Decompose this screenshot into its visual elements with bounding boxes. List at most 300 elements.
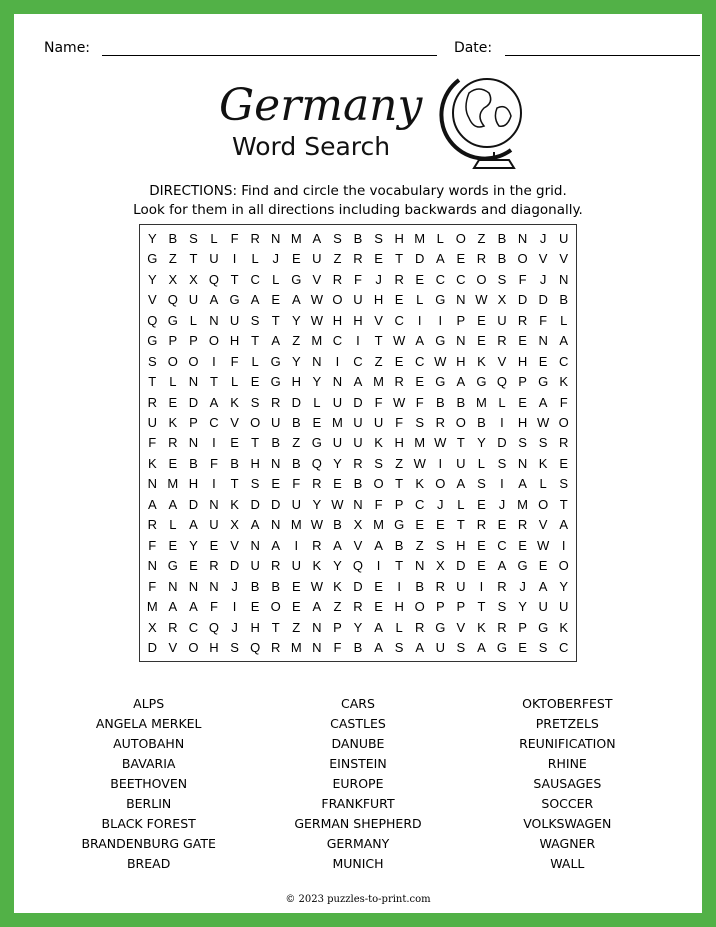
grid-letter[interactable]: I xyxy=(212,353,216,369)
grid-letter[interactable]: B xyxy=(435,394,445,410)
grid-letter[interactable]: L xyxy=(560,312,568,328)
grid-letter[interactable]: U xyxy=(559,230,569,246)
grid-letter[interactable]: R xyxy=(497,333,507,349)
grid-letter[interactable]: T xyxy=(374,333,383,349)
grid-letter[interactable]: H xyxy=(394,230,404,246)
grid-letter[interactable]: I xyxy=(232,599,237,615)
grid-letter[interactable]: Z xyxy=(477,230,486,246)
grid-letter[interactable]: S xyxy=(559,476,569,492)
grid-letter[interactable]: L xyxy=(457,496,465,512)
grid-letter[interactable]: W xyxy=(392,394,406,410)
grid-letter[interactable]: Y xyxy=(333,558,342,574)
grid-letter[interactable]: A xyxy=(209,292,219,308)
grid-letter[interactable]: U xyxy=(456,578,466,594)
grid-letter[interactable]: Y xyxy=(312,374,322,390)
grid-letter[interactable]: E xyxy=(518,333,527,349)
grid-letter[interactable]: I xyxy=(376,558,381,574)
grid-letter[interactable]: C xyxy=(394,312,404,328)
grid-letter[interactable]: S xyxy=(333,230,342,246)
grid-letter[interactable]: B xyxy=(291,415,301,431)
grid-letter[interactable]: Y xyxy=(333,455,342,471)
grid-letter[interactable]: E xyxy=(250,374,260,390)
grid-letter[interactable]: I xyxy=(212,476,216,492)
grid-letter[interactable]: A xyxy=(374,537,383,553)
grid-letter[interactable]: N xyxy=(559,271,569,287)
grid-letter[interactable]: F xyxy=(230,353,239,369)
grid-letter[interactable]: V xyxy=(230,537,239,553)
grid-letter[interactable]: Q xyxy=(167,292,178,308)
grid-letter[interactable]: J xyxy=(539,271,547,287)
grid-letter[interactable]: R xyxy=(517,517,528,533)
grid-letter[interactable]: A xyxy=(291,292,301,308)
grid-letter[interactable]: K xyxy=(312,558,322,574)
grid-letter[interactable]: R xyxy=(250,230,260,246)
grid-letter[interactable]: W xyxy=(413,455,426,471)
grid-letter[interactable]: V xyxy=(353,537,363,553)
grid-letter[interactable]: A xyxy=(497,558,507,574)
grid-letter[interactable]: D xyxy=(353,578,363,594)
grid-letter[interactable]: S xyxy=(497,455,507,471)
grid-letter[interactable]: O xyxy=(435,476,446,492)
grid-letter[interactable]: A xyxy=(538,394,548,410)
grid-letter[interactable]: D xyxy=(188,394,199,410)
grid-letter[interactable]: D xyxy=(353,394,363,410)
grid-letter[interactable]: O xyxy=(455,415,466,431)
grid-letter[interactable]: I xyxy=(232,251,237,267)
grid-letter[interactable]: L xyxy=(251,251,259,267)
grid-letter[interactable]: O xyxy=(373,476,384,492)
grid-letter[interactable]: H xyxy=(250,619,260,635)
grid-letter[interactable]: P xyxy=(189,333,198,349)
grid-letter[interactable]: U xyxy=(373,415,384,431)
grid-letter[interactable]: R xyxy=(517,312,528,328)
grid-letter[interactable]: E xyxy=(415,271,425,287)
grid-letter[interactable]: B xyxy=(394,537,404,553)
grid-letter[interactable]: C xyxy=(209,415,219,431)
grid-letter[interactable]: N xyxy=(517,230,528,246)
grid-letter[interactable]: A xyxy=(559,333,569,349)
grid-letter[interactable]: W xyxy=(434,435,447,451)
grid-letter[interactable]: E xyxy=(374,251,383,267)
grid-letter[interactable]: T xyxy=(148,374,157,390)
grid-letter[interactable]: P xyxy=(456,599,466,615)
grid-letter[interactable]: S xyxy=(394,640,404,656)
grid-letter[interactable]: A xyxy=(271,537,281,553)
grid-letter[interactable]: E xyxy=(518,537,527,553)
grid-letter[interactable]: F xyxy=(354,271,362,287)
grid-letter[interactable]: J xyxy=(231,619,238,635)
grid-letter[interactable]: L xyxy=(436,230,444,246)
grid-letter[interactable]: H xyxy=(456,537,466,553)
grid-letter[interactable]: T xyxy=(210,374,218,390)
grid-letter[interactable]: Q xyxy=(496,374,508,390)
grid-letter[interactable]: S xyxy=(518,435,527,451)
grid-letter[interactable]: J xyxy=(519,578,526,594)
grid-letter[interactable]: E xyxy=(209,537,219,553)
grid-letter[interactable]: N xyxy=(147,558,157,574)
grid-letter[interactable]: A xyxy=(353,374,363,390)
grid-letter[interactable]: G xyxy=(476,374,487,390)
grid-letter[interactable]: W xyxy=(310,578,323,594)
grid-letter[interactable]: L xyxy=(230,374,239,390)
grid-letter[interactable]: N xyxy=(209,496,219,512)
grid-letter[interactable]: B xyxy=(477,415,486,431)
grid-letter[interactable]: W xyxy=(310,312,323,328)
grid-letter[interactable]: H xyxy=(332,312,343,328)
grid-letter[interactable]: O xyxy=(167,353,178,369)
grid-letter[interactable]: K xyxy=(559,374,569,390)
grid-letter[interactable]: E xyxy=(394,292,404,308)
grid-letter[interactable]: H xyxy=(394,599,404,615)
grid-letter[interactable]: R xyxy=(497,578,507,594)
grid-letter[interactable]: O xyxy=(538,496,549,512)
grid-letter[interactable]: E xyxy=(538,353,548,369)
grid-letter[interactable]: C xyxy=(250,271,260,287)
grid-letter[interactable]: U xyxy=(332,394,343,410)
grid-letter[interactable]: N xyxy=(168,578,178,594)
grid-letter[interactable]: B xyxy=(230,455,239,471)
grid-letter[interactable]: C xyxy=(497,537,507,553)
grid-letter[interactable]: R xyxy=(312,476,322,492)
grid-letter[interactable]: S xyxy=(435,537,445,553)
grid-letter[interactable]: P xyxy=(189,415,198,431)
grid-letter[interactable]: E xyxy=(374,599,383,615)
grid-letter[interactable]: Z xyxy=(415,537,424,553)
grid-letter[interactable]: U xyxy=(332,435,343,451)
grid-letter[interactable]: E xyxy=(271,476,281,492)
grid-letter[interactable]: I xyxy=(417,312,422,328)
grid-letter[interactable]: L xyxy=(169,374,177,390)
grid-letter[interactable]: X xyxy=(353,517,363,533)
grid-letter[interactable]: V xyxy=(538,517,548,533)
grid-letter[interactable]: O xyxy=(208,333,220,349)
grid-letter[interactable]: H xyxy=(188,476,199,492)
grid-letter[interactable]: E xyxy=(518,640,527,656)
grid-letter[interactable]: N xyxy=(271,517,281,533)
grid-letter[interactable]: R xyxy=(147,394,157,410)
grid-letter[interactable]: F xyxy=(148,578,157,594)
grid-letter[interactable]: F xyxy=(210,455,218,471)
grid-letter[interactable]: P xyxy=(168,333,178,349)
grid-letter[interactable]: Z xyxy=(333,599,342,615)
grid-letter[interactable]: E xyxy=(168,394,178,410)
grid-letter[interactable]: A xyxy=(518,476,527,492)
grid-letter[interactable]: M xyxy=(290,230,302,246)
grid-letter[interactable]: E xyxy=(435,517,445,533)
grid-letter[interactable]: D xyxy=(538,292,548,308)
grid-letter[interactable]: Z xyxy=(292,619,301,635)
grid-letter[interactable]: I xyxy=(479,578,484,594)
grid-letter[interactable]: O xyxy=(270,599,281,615)
grid-letter[interactable]: A xyxy=(456,476,466,492)
grid-letter[interactable]: U xyxy=(353,292,363,308)
grid-letter[interactable]: K xyxy=(230,394,239,410)
grid-letter[interactable]: A xyxy=(415,640,425,656)
grid-letter[interactable]: D xyxy=(250,496,260,512)
grid-letter[interactable]: Z xyxy=(292,435,301,451)
grid-letter[interactable]: E xyxy=(477,496,486,512)
grid-letter[interactable]: E xyxy=(518,394,527,410)
grid-letter[interactable]: B xyxy=(353,640,363,656)
grid-letter[interactable]: U xyxy=(456,455,466,471)
grid-letter[interactable]: R xyxy=(168,435,178,451)
grid-letter[interactable]: U xyxy=(559,599,569,615)
grid-letter[interactable]: G xyxy=(291,271,302,287)
grid-letter[interactable]: T xyxy=(395,558,404,574)
grid-letter[interactable]: U xyxy=(271,415,281,431)
grid-letter[interactable]: H xyxy=(394,435,404,451)
grid-letter[interactable]: H xyxy=(250,455,260,471)
grid-letter[interactable]: G xyxy=(270,374,281,390)
grid-letter[interactable]: V xyxy=(497,353,507,369)
grid-letter[interactable]: T xyxy=(271,619,280,635)
grid-letter[interactable]: R xyxy=(147,517,157,533)
grid-letter[interactable]: L xyxy=(539,476,547,492)
grid-letter[interactable]: S xyxy=(456,640,466,656)
grid-letter[interactable]: D xyxy=(271,496,281,512)
grid-letter[interactable]: F xyxy=(395,415,404,431)
grid-letter[interactable]: M xyxy=(517,496,528,512)
grid-letter[interactable]: F xyxy=(292,476,301,492)
grid-letter[interactable]: D xyxy=(415,251,425,267)
grid-letter[interactable]: H xyxy=(517,353,528,369)
grid-letter[interactable]: H xyxy=(373,292,384,308)
grid-letter[interactable]: Y xyxy=(518,599,527,615)
grid-letter[interactable]: A xyxy=(250,517,260,533)
grid-letter[interactable]: M xyxy=(373,517,384,533)
grid-letter[interactable]: Y xyxy=(353,619,363,635)
grid-letter[interactable]: L xyxy=(169,517,177,533)
grid-letter[interactable]: N xyxy=(312,640,322,656)
grid-letter[interactable]: V xyxy=(456,619,466,635)
grid-letter[interactable]: V xyxy=(559,251,569,267)
grid-letter[interactable]: G xyxy=(435,619,446,635)
grid-letter[interactable]: N xyxy=(456,292,466,308)
grid-letter[interactable]: E xyxy=(271,292,281,308)
grid-letter[interactable]: P xyxy=(518,374,527,390)
grid-letter[interactable]: T xyxy=(456,517,465,533)
grid-letter[interactable]: G xyxy=(496,640,508,656)
grid-letter[interactable]: I xyxy=(335,353,340,369)
grid-letter[interactable]: W xyxy=(536,537,550,553)
grid-letter[interactable]: T xyxy=(477,599,486,615)
grid-letter[interactable]: O xyxy=(188,353,199,369)
grid-letter[interactable]: U xyxy=(209,251,219,267)
grid-letter[interactable]: S xyxy=(497,271,507,287)
grid-letter[interactable]: R xyxy=(168,619,178,635)
grid-letter[interactable]: X xyxy=(435,558,445,574)
grid-letter[interactable]: H xyxy=(291,374,301,390)
grid-letter[interactable]: R xyxy=(353,599,363,615)
grid-letter[interactable]: F xyxy=(518,271,527,287)
grid-letter[interactable]: J xyxy=(539,230,547,246)
grid-letter[interactable]: M xyxy=(373,374,384,390)
grid-letter[interactable]: D xyxy=(188,496,199,512)
grid-letter[interactable]: V xyxy=(312,271,322,287)
grid-letter[interactable]: G xyxy=(394,517,405,533)
grid-letter[interactable]: U xyxy=(435,640,445,656)
grid-letter[interactable]: G xyxy=(147,251,158,267)
grid-letter[interactable]: J xyxy=(231,578,238,594)
grid-letter[interactable]: A xyxy=(415,333,425,349)
grid-letter[interactable]: U xyxy=(353,435,363,451)
grid-letter[interactable]: P xyxy=(333,619,342,635)
grid-letter[interactable]: M xyxy=(146,599,158,615)
date-field[interactable] xyxy=(505,55,700,56)
grid-letter[interactable]: E xyxy=(374,578,383,594)
grid-letter[interactable]: A xyxy=(374,619,383,635)
grid-letter[interactable]: H xyxy=(209,640,219,656)
grid-letter[interactable]: L xyxy=(416,292,424,308)
grid-letter[interactable]: Z xyxy=(395,455,404,471)
grid-letter[interactable]: K xyxy=(477,353,486,369)
grid-letter[interactable]: U xyxy=(250,558,260,574)
grid-letter[interactable]: Q xyxy=(250,640,261,656)
grid-letter[interactable]: W xyxy=(475,292,488,308)
grid-letter[interactable]: U xyxy=(312,251,322,267)
grid-letter[interactable]: O xyxy=(517,251,528,267)
grid-letter[interactable]: S xyxy=(374,455,383,471)
grid-letter[interactable]: Q xyxy=(147,312,158,328)
grid-letter[interactable]: I xyxy=(356,333,360,349)
grid-letter[interactable]: J xyxy=(272,251,279,267)
grid-letter[interactable]: L xyxy=(272,271,280,287)
grid-letter[interactable]: X xyxy=(168,271,178,287)
grid-letter[interactable]: B xyxy=(497,251,507,267)
grid-letter[interactable]: U xyxy=(538,599,548,615)
grid-letter[interactable]: M xyxy=(290,640,302,656)
grid-letter[interactable]: E xyxy=(477,333,486,349)
grid-letter[interactable]: J xyxy=(375,271,382,287)
grid-letter[interactable]: U xyxy=(147,415,157,431)
grid-letter[interactable]: R xyxy=(394,374,404,390)
grid-letter[interactable]: R xyxy=(271,394,281,410)
grid-letter[interactable]: E xyxy=(456,251,466,267)
grid-letter[interactable]: D xyxy=(291,394,301,410)
grid-letter[interactable]: E xyxy=(291,578,301,594)
grid-letter[interactable]: X xyxy=(230,517,239,533)
grid-letter[interactable]: B xyxy=(189,455,198,471)
grid-letter[interactable]: N xyxy=(147,476,157,492)
grid-letter[interactable]: Q xyxy=(311,455,322,471)
grid-letter[interactable]: P xyxy=(435,599,445,615)
grid-letter[interactable]: X xyxy=(189,271,198,287)
grid-letter[interactable]: R xyxy=(353,455,363,471)
grid-letter[interactable]: P xyxy=(518,619,527,635)
grid-letter[interactable]: W xyxy=(536,415,550,431)
grid-letter[interactable]: E xyxy=(477,558,486,574)
grid-letter[interactable]: G xyxy=(517,558,528,574)
grid-letter[interactable]: N xyxy=(456,333,466,349)
grid-letter[interactable]: C xyxy=(435,271,445,287)
grid-letter[interactable]: W xyxy=(310,292,323,308)
name-field[interactable] xyxy=(102,55,437,56)
grid-letter[interactable]: U xyxy=(229,312,240,328)
grid-letter[interactable]: H xyxy=(517,415,528,431)
grid-letter[interactable]: H xyxy=(229,333,240,349)
grid-letter[interactable]: Q xyxy=(208,271,220,287)
grid-letter[interactable]: C xyxy=(353,353,363,369)
grid-letter[interactable]: U xyxy=(291,496,301,512)
grid-letter[interactable]: R xyxy=(497,619,507,635)
grid-letter[interactable]: E xyxy=(168,455,178,471)
grid-letter[interactable]: R xyxy=(415,619,425,635)
grid-letter[interactable]: F xyxy=(148,537,157,553)
grid-letter[interactable]: R xyxy=(435,415,445,431)
grid-letter[interactable]: X xyxy=(147,619,157,635)
grid-letter[interactable]: A xyxy=(168,599,178,615)
grid-letter[interactable]: E xyxy=(394,353,404,369)
grid-letter[interactable]: K xyxy=(147,455,157,471)
grid-letter[interactable]: S xyxy=(415,415,425,431)
grid-letter[interactable]: U xyxy=(291,558,301,574)
grid-letter[interactable]: T xyxy=(251,333,260,349)
grid-letter[interactable]: U xyxy=(353,415,363,431)
grid-letter[interactable]: E xyxy=(415,374,425,390)
grid-letter[interactable]: L xyxy=(210,230,218,246)
grid-letter[interactable]: A xyxy=(209,394,219,410)
grid-letter[interactable]: R xyxy=(353,251,363,267)
grid-letter[interactable]: N xyxy=(312,353,322,369)
grid-letter[interactable]: F xyxy=(374,394,383,410)
grid-letter[interactable]: S xyxy=(477,476,486,492)
grid-letter[interactable]: O xyxy=(455,230,466,246)
grid-letter[interactable]: V xyxy=(147,292,157,308)
grid-letter[interactable]: F xyxy=(230,230,239,246)
grid-letter[interactable]: Z xyxy=(374,353,383,369)
grid-letter[interactable]: K xyxy=(415,476,425,492)
grid-letter[interactable]: B xyxy=(168,230,178,246)
grid-letter[interactable]: F xyxy=(415,394,424,410)
grid-letter[interactable]: D xyxy=(147,640,157,656)
grid-letter[interactable]: A xyxy=(477,640,486,656)
grid-letter[interactable]: S xyxy=(250,394,260,410)
grid-letter[interactable]: S xyxy=(189,230,198,246)
grid-letter[interactable]: A xyxy=(312,230,322,246)
grid-letter[interactable]: N xyxy=(209,312,219,328)
grid-letter[interactable]: G xyxy=(435,333,446,349)
grid-letter[interactable]: D xyxy=(517,292,528,308)
grid-letter[interactable]: C xyxy=(188,619,199,635)
grid-letter[interactable]: V xyxy=(538,251,548,267)
grid-letter[interactable]: S xyxy=(374,230,383,246)
grid-letter[interactable]: A xyxy=(538,578,548,594)
grid-letter[interactable]: G xyxy=(311,435,322,451)
grid-letter[interactable]: R xyxy=(559,435,569,451)
grid-letter[interactable]: K xyxy=(559,619,569,635)
grid-letter[interactable]: D xyxy=(456,558,466,574)
grid-letter[interactable]: T xyxy=(395,476,404,492)
grid-letter[interactable]: L xyxy=(189,312,198,328)
grid-letter[interactable]: U xyxy=(209,517,219,533)
grid-letter[interactable]: B xyxy=(271,578,281,594)
grid-letter[interactable]: N xyxy=(188,578,199,594)
grid-letter[interactable]: E xyxy=(291,599,301,615)
grid-letter[interactable]: I xyxy=(294,537,299,553)
grid-letter[interactable]: P xyxy=(456,312,466,328)
grid-letter[interactable]: N xyxy=(250,537,260,553)
grid-letter[interactable]: D xyxy=(229,558,240,574)
grid-letter[interactable]: A xyxy=(374,640,383,656)
grid-letter[interactable]: S xyxy=(230,640,239,656)
grid-letter[interactable]: F xyxy=(374,496,383,512)
grid-letter[interactable]: A xyxy=(168,496,178,512)
grid-letter[interactable]: G xyxy=(167,558,178,574)
grid-letter[interactable]: F xyxy=(559,394,568,410)
grid-letter[interactable]: T xyxy=(559,496,568,512)
grid-letter[interactable]: A xyxy=(559,517,569,533)
grid-letter[interactable]: E xyxy=(189,558,198,574)
